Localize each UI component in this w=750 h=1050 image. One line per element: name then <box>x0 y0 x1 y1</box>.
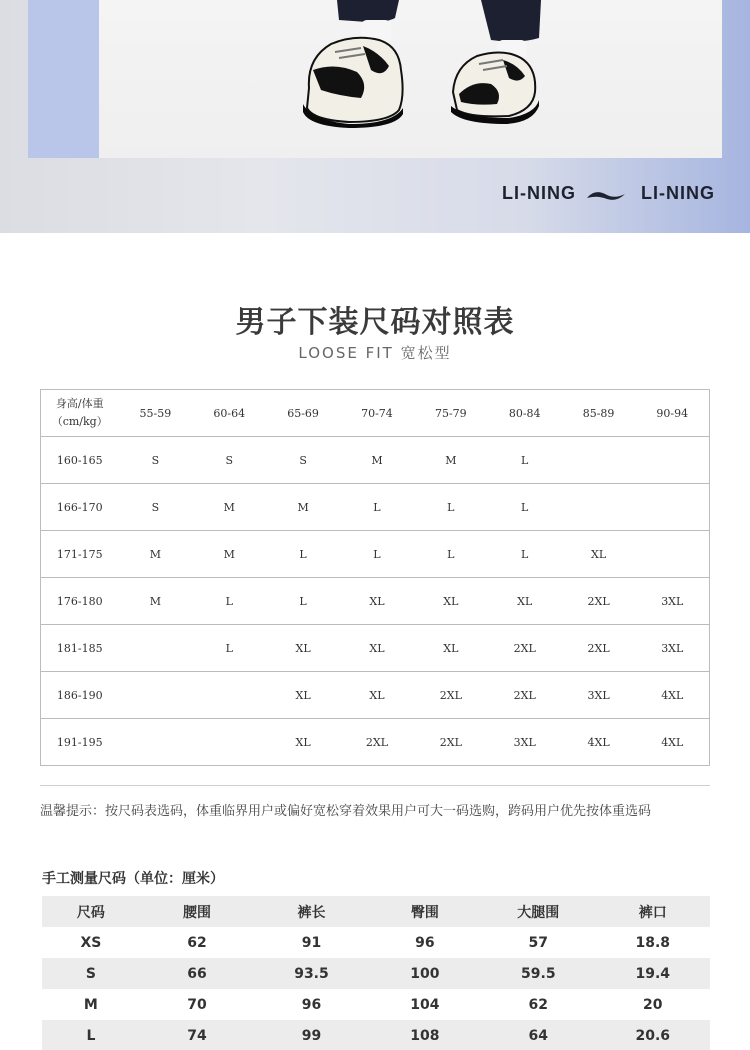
size-cell: M <box>118 531 192 578</box>
measurement-size-label: S <box>42 958 140 989</box>
size-cell: 4XL <box>636 672 710 719</box>
sneakers-illustration <box>99 0 722 158</box>
height-row-label: 160-165 <box>41 437 119 484</box>
size-chart-header-row <box>41 390 710 437</box>
hero-banner <box>0 0 750 233</box>
measurement-value: 96 <box>415 934 435 951</box>
size-chart-row <box>41 484 710 531</box>
size-cell: M <box>118 578 192 625</box>
size-chart-row <box>41 672 710 719</box>
size-cell: XL <box>488 578 562 625</box>
height-row-label: 186-190 <box>41 672 119 719</box>
size-cell <box>562 484 636 531</box>
measurement-value: 57 <box>528 934 549 951</box>
page-title: 男子下装尺码对照表 <box>235 305 515 340</box>
size-cell: 4XL <box>562 719 636 766</box>
size-cell: L <box>266 578 340 625</box>
size-cell: XL <box>266 672 340 719</box>
size-chart-corner-header <box>41 390 119 437</box>
weight-column-header: 55-59 <box>118 390 192 437</box>
weight-column-header: 70-74 <box>340 390 414 437</box>
size-cell <box>636 484 710 531</box>
height-row-label: 181-185 <box>41 625 119 672</box>
product-photo <box>99 0 722 158</box>
size-cell: S <box>118 484 192 531</box>
weight-column-header: 80-84 <box>488 390 562 437</box>
size-cell: XL <box>562 531 636 578</box>
height-row-label: 166-170 <box>41 484 119 531</box>
size-cell: L <box>340 484 414 531</box>
measurement-table <box>42 896 710 1050</box>
size-cell: S <box>266 437 340 484</box>
measurement-value: 99 <box>254 1020 368 1050</box>
header-height-weight: 身高/体重 <box>55 397 104 410</box>
measurement-column-header: 臀围 <box>369 896 481 927</box>
brand-wordmark-right: LI-NING <box>641 183 715 203</box>
size-cell <box>562 437 636 484</box>
size-cell: S <box>118 437 192 484</box>
measurement-value: 64 <box>481 1020 595 1050</box>
size-chart-row <box>41 719 710 766</box>
size-chart-row <box>41 531 710 578</box>
size-cell <box>192 719 266 766</box>
size-cell: L <box>414 531 488 578</box>
size-cell: L <box>340 531 414 578</box>
size-cell: M <box>192 531 266 578</box>
measurement-header-row <box>42 896 710 927</box>
size-cell: XL <box>266 719 340 766</box>
size-cell: XL <box>414 625 488 672</box>
size-chart-row <box>41 578 710 625</box>
measurement-value: 66 <box>140 958 254 989</box>
measurement-value: 59.5 <box>481 958 595 989</box>
height-row-label: 176-180 <box>41 578 119 625</box>
weight-column-header: 65-69 <box>266 390 340 437</box>
measurement-value: 20.6 <box>596 1020 710 1050</box>
measurement-row <box>42 1020 710 1050</box>
size-cell: L <box>488 437 562 484</box>
size-cell: 2XL <box>562 625 636 672</box>
size-chart-row <box>41 437 710 484</box>
size-cell: 2XL <box>340 719 414 766</box>
measurement-row <box>42 927 710 958</box>
size-cell: L <box>414 484 488 531</box>
size-cell: M <box>192 484 266 531</box>
size-cell: 2XL <box>414 672 488 719</box>
size-cell: M <box>414 437 488 484</box>
size-cell: L <box>192 578 266 625</box>
size-cell <box>118 625 192 672</box>
measurement-value: 108 <box>369 1020 481 1050</box>
size-cell: 3XL <box>636 625 710 672</box>
size-cell: 3XL <box>488 719 562 766</box>
li-ning-logo-icon <box>585 186 627 202</box>
size-cell <box>192 672 266 719</box>
measurement-value: 70 <box>187 996 207 1013</box>
size-cell: 2XL <box>488 672 562 719</box>
measurement-row <box>42 958 710 989</box>
measurement-column-header: 裤长 <box>254 896 368 927</box>
size-cell: L <box>488 484 562 531</box>
size-cell: 4XL <box>636 719 710 766</box>
page-subtitle: LOOSE FIT 宽松型 <box>298 344 452 362</box>
sizing-tip: 温馨提示：按尺码表选码，体重临界用户或偏好宽松穿着效果用户可大一码选购，跨码用户优先按体重选码 <box>40 804 652 819</box>
measurement-value: 19.4 <box>596 958 710 989</box>
measurement-row <box>42 989 710 1020</box>
size-cell: L <box>266 531 340 578</box>
size-cell: S <box>192 437 266 484</box>
measurement-value: 20 <box>643 996 663 1013</box>
section-divider <box>40 785 710 786</box>
size-cell: XL <box>414 578 488 625</box>
size-cell: 3XL <box>636 578 710 625</box>
measurement-value: 74 <box>140 1020 254 1050</box>
measurement-value: 93.5 <box>254 958 368 989</box>
measurement-value: 62 <box>528 996 549 1013</box>
size-cell: 2XL <box>414 719 488 766</box>
size-cell: XL <box>340 625 414 672</box>
weight-column-header: 85-89 <box>562 390 636 437</box>
measurement-size-label: M <box>83 996 98 1013</box>
size-cell: L <box>192 625 266 672</box>
size-cell: XL <box>340 578 414 625</box>
weight-column-header: 90-94 <box>636 390 710 437</box>
hero-accent-block <box>28 0 100 158</box>
weight-column-header: 60-64 <box>192 390 266 437</box>
size-cell: 2XL <box>562 578 636 625</box>
measurement-size-label: XS <box>80 934 102 951</box>
measurement-title: 手工测量尺码（单位：厘米） <box>42 871 224 887</box>
size-cell: XL <box>266 625 340 672</box>
height-row-label: 191-195 <box>41 719 119 766</box>
size-chart-row <box>41 625 710 672</box>
measurement-value: 91 <box>301 934 322 951</box>
header-units: （cm/kg） <box>51 415 108 428</box>
size-cell <box>636 437 710 484</box>
measurement-value: 96 <box>301 996 322 1013</box>
measurement-value: 62 <box>187 934 207 951</box>
size-chart-table <box>40 389 710 766</box>
measurement-value: 104 <box>410 996 440 1013</box>
size-cell <box>118 719 192 766</box>
measurement-column-header: 尺码 <box>42 896 140 927</box>
measurement-column-header: 裤口 <box>596 896 710 927</box>
size-cell: L <box>488 531 562 578</box>
measurement-column-header: 大腿围 <box>481 896 595 927</box>
measurement-column-header: 腰围 <box>140 896 254 927</box>
size-cell: 3XL <box>562 672 636 719</box>
size-cell <box>636 531 710 578</box>
measurement-value: 100 <box>369 958 481 989</box>
measurement-size-label: L <box>42 1020 140 1050</box>
brand-wordmark-left: LI-NING <box>502 183 576 203</box>
measurement-value: 18.8 <box>635 934 671 951</box>
size-cell: XL <box>340 672 414 719</box>
height-row-label: 171-175 <box>41 531 119 578</box>
size-cell: M <box>266 484 340 531</box>
size-cell: 2XL <box>488 625 562 672</box>
size-cell <box>118 672 192 719</box>
size-cell: M <box>340 437 414 484</box>
weight-column-header: 75-79 <box>414 390 488 437</box>
